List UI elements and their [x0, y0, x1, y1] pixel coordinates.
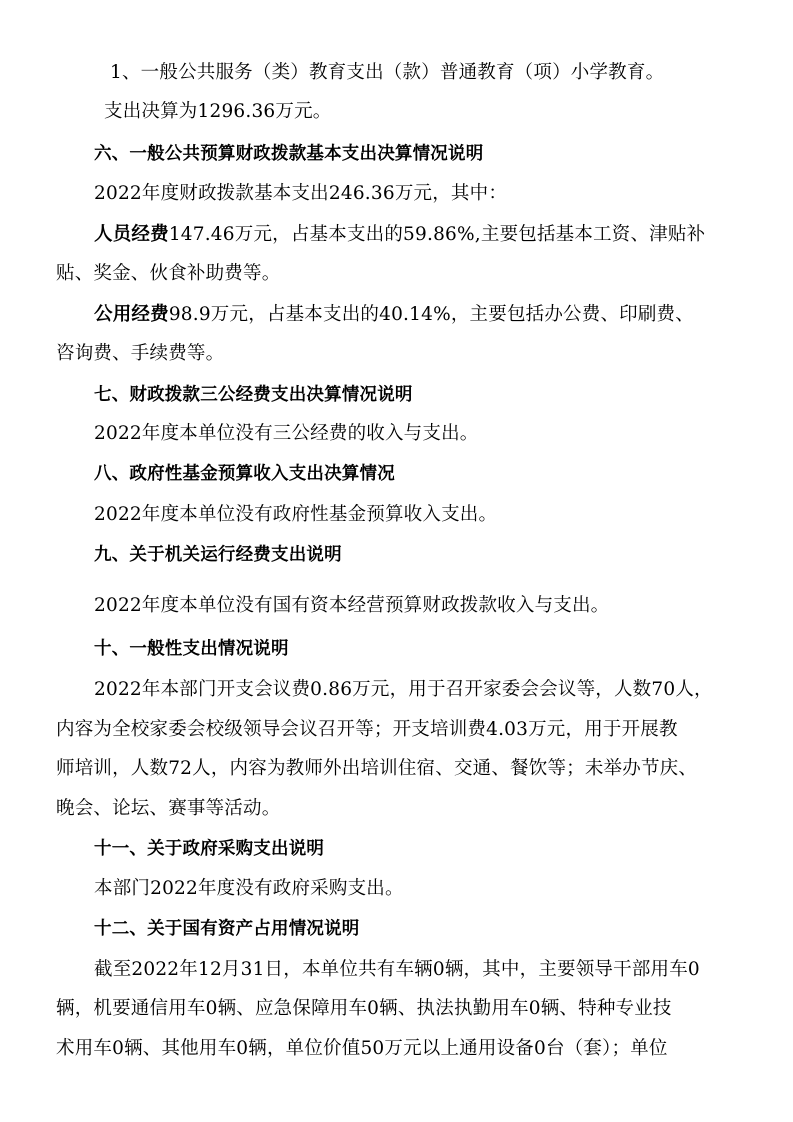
section-12-line-3: 术用车0辆、其他用车0辆，单位价值50万元以上通用设备0台（套）；单位: [56, 1038, 668, 1059]
heading-section-12: 十二、关于国有资产占用情况说明: [94, 919, 360, 939]
section-9-text: 2022年度本单位没有国有资本经营预算财政拨款收入与支出。: [94, 595, 610, 616]
heading-section-8: 八、政府性基金预算收入支出决算情况: [94, 464, 395, 484]
section-10-line-4: 晚会、论坛、赛事等活动。: [56, 798, 281, 819]
section-10-line-3: 师培训，人数72人，内容为教师外出培训住宿、交通、餐饮等；未举办节庆、: [56, 758, 698, 779]
section-11-text: 本部门2022年度没有政府采购支出。: [94, 878, 404, 899]
personnel-expense-line: [94, 222, 705, 248]
public-expense-label: 公用经费: [94, 304, 169, 325]
heading-section-6: 六、一般公共预算财政拨款基本支出决算情况说明: [94, 144, 484, 164]
section-10-line-1: 2022年本部门开支会议费0.86万元，用于召开家委会会议等，人数70人，: [94, 679, 713, 700]
item-1-text: 1、一般公共服务（类）教育支出（款）普通教育（项）小学教育。: [110, 62, 665, 83]
heading-section-9: 九、关于机关运行经费支出说明: [94, 545, 342, 565]
personnel-expense-line-2: 贴、奖金、伙食补助费等。: [56, 263, 281, 284]
section-7-text: 2022年度本单位没有三公经费的收入与支出。: [94, 423, 479, 444]
public-expense-line-2: 咨询费、手续费等。: [56, 343, 225, 364]
heading-section-10: 十、一般性支出情况说明: [94, 639, 289, 659]
public-expense-line: [94, 302, 694, 328]
personnel-expense-text: 147.46万元，占基本支出的59.86%,主要包括基本工资、津贴补: [168, 224, 706, 245]
public-expense-text: 98.9万元，占基本支出的40.14%，主要包括办公费、印刷费、: [168, 304, 694, 325]
heading-section-11: 十一、关于政府采购支出说明: [94, 839, 325, 859]
section-6-intro: 2022年度财政拨款基本支出246.36万元，其中：: [94, 183, 508, 204]
heading-section-7: 七、财政拨款三公经费支出决算情况说明: [94, 385, 413, 405]
section-8-text: 2022年度本单位没有政府性基金预算收入支出。: [94, 504, 498, 525]
section-12-line-1: 截至2022年12月31日，本单位共有车辆0辆，其中，主要领导干部用车0: [94, 959, 700, 980]
section-10-line-2: 内容为全校家委会校级领导会议召开等；开支培训费4.03万元，用于开展教: [56, 719, 678, 740]
section-12-line-2: 辆，机要通信用车0辆、应急保障用车0辆、执法执勤用车0辆、特种专业技: [56, 998, 672, 1019]
personnel-expense-label: 人员经费: [94, 224, 169, 245]
item-1-amount: 支出决算为1296.36万元。: [104, 101, 332, 122]
